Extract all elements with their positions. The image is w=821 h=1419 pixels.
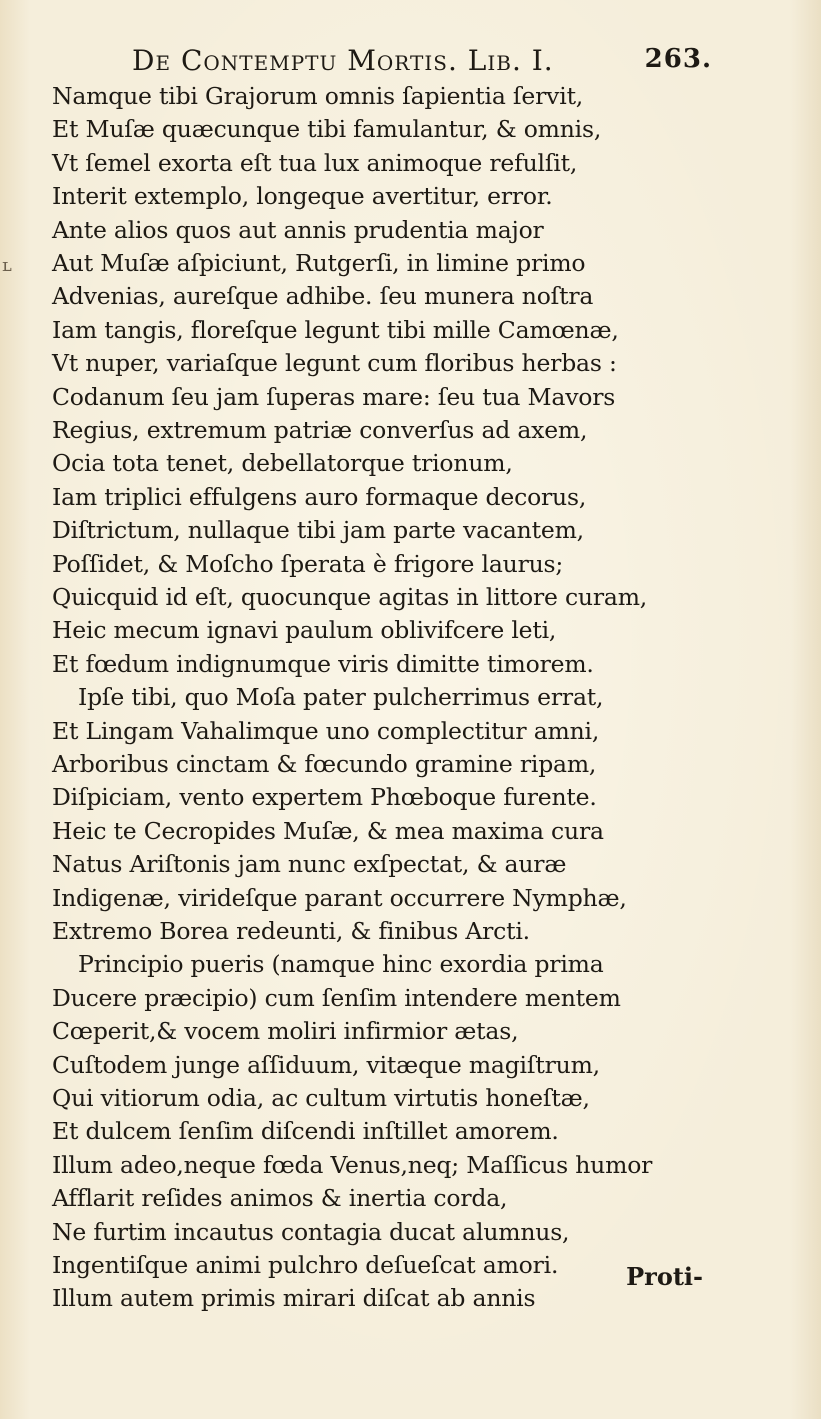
verse-line: Iam tangis, floreſque legunt tibi mille Camœnæ, — [52, 315, 619, 344]
verse-line: Ducere præcipio) cum ſenſim intendere mentem — [52, 983, 621, 1012]
verse-line: Regius, extremum patriæ converſus ad axem, — [52, 416, 588, 444]
verse-line: Poſſidet, & Moſcho ſperata è frigore laurus; — [52, 549, 564, 578]
verse-line: Afflarit reſides animos & inertia corda, — [52, 1184, 508, 1213]
margin-mark: ʟ — [2, 255, 12, 276]
verse-line: Indigenæ, virideſque parant occurrere Nymphæ, — [52, 883, 627, 912]
verse-line: Et dulcem ſenſim diſcendi inſtillet amorem. — [52, 1117, 559, 1146]
verse-line: Et Lingam Vahalimque uno complectitur amni, — [52, 716, 600, 745]
verse-line: Vt ſemel exorta eſt tua lux animoque refulſit, — [52, 148, 578, 177]
verse-line: Extremo Borea redeunti, & finibus Arcti. — [52, 917, 530, 945]
verse-line: Ocia tota tenet, debellatorque trionum, — [52, 449, 513, 478]
verse-line: Natus Ariſtonis jam nunc exſpectat, & auræ — [52, 850, 567, 879]
verse-line: Principio pueris (namque hinc exordia prima — [78, 950, 604, 979]
verse-line: Diſtrictum, nullaque tibi jam parte vacantem, — [52, 516, 584, 545]
verse-line: Cœperit,& vocem moliri infirmior ætas, — [52, 1017, 519, 1046]
verse-line: Et Muſæ quæcunque tibi famulantur, & omnis, — [52, 115, 602, 144]
verse-line: Heic mecum ignavi paulum oblivifcere leti, — [52, 616, 557, 645]
verse-line: Namque tibi Grajorum omnis ſapientia ſervit, — [52, 82, 584, 110]
running-title: De Contemptu Mortis. Lib. I. — [132, 44, 554, 77]
verse-line: Illum autem primis mirari diſcat ab annis — [52, 1284, 536, 1313]
running-header — [132, 44, 712, 84]
verse-line: Et fœdum indignumque viris dimitte timorem. — [52, 649, 594, 678]
verse-line: Vt nuper, variaſque legunt cum floribus herbas : — [52, 349, 617, 378]
verse-line: Cuſtodem junge aſſiduum, vitæque magiſtrum, — [52, 1050, 600, 1079]
verse-line: Ingentiſque animi pulchro deſueſcat amori. — [52, 1251, 559, 1279]
verse-line: Ipſe tibi, quo Moſa pater pulcherrimus errat, — [78, 683, 604, 712]
verse-line: Quicquid id eſt, quocunque agitas in littore curam, — [52, 583, 648, 611]
verse-line: Interit extemplo, longeque avertitur, error. — [52, 182, 553, 211]
verse-line: Ne furtim incautus contagia ducat alumnus, — [52, 1217, 570, 1246]
page-number: 263. — [644, 44, 712, 74]
verse-line: Qui vitiorum odia, ac cultum virtutis honeſtæ, — [52, 1084, 590, 1112]
verse-line: Illum adeo,neque fœda Venus,neq; Maſſicus humor — [52, 1150, 653, 1179]
verse-line: Diſpiciam, vento expertem Phœboque furente. — [52, 783, 597, 812]
verse-line: Codanum ſeu jam ſuperas mare: ſeu tua Mavors — [52, 382, 616, 411]
verse-line: Heic te Cecropides Muſæ, & mea maxima cura — [52, 816, 604, 845]
verse-line: Ante alios quos aut annis prudentia major — [52, 215, 544, 244]
verse-line: Aut Muſæ aſpiciunt, Rutgerſi, in limine primo — [52, 249, 586, 277]
verse-line: Arboribus cinctam & fœcundo gramine ripam, — [52, 750, 597, 778]
verse-line: Advenias, aureſque adhibe. ſeu munera noſtra — [52, 282, 594, 311]
verse-line: Iam triplici effulgens auro formaque decorus, — [52, 482, 587, 511]
catchword: Proti- — [626, 1262, 703, 1291]
